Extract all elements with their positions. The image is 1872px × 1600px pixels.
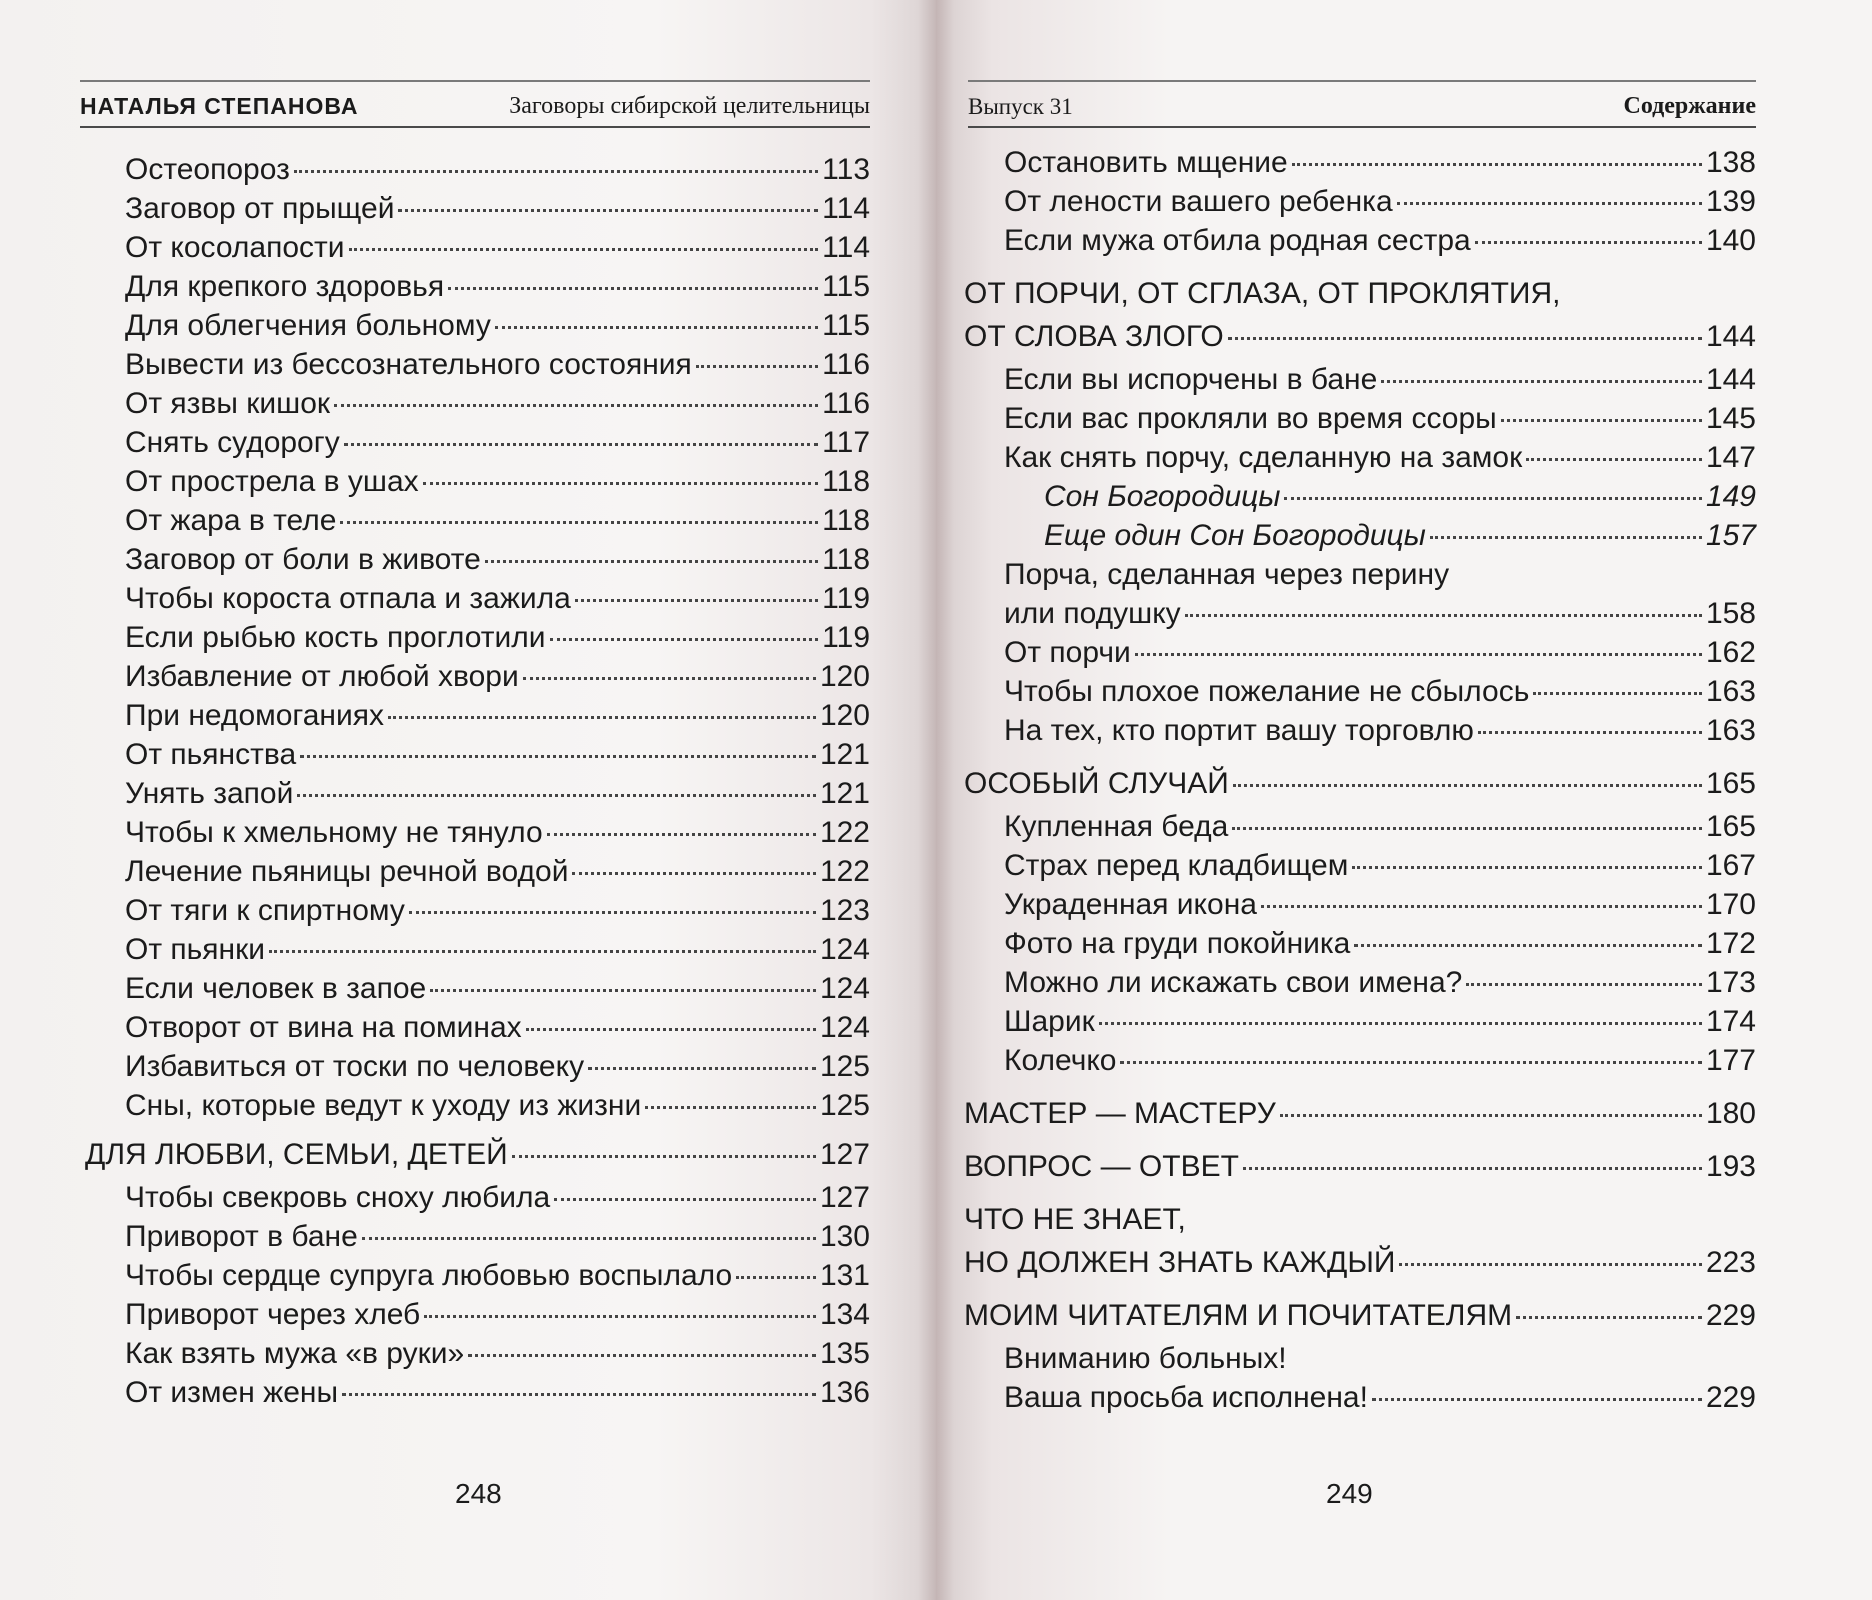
toc-entry [964,1339,1756,1378]
toc-entry-title: Заговор от прыщей [125,192,395,225]
book-gutter [918,0,954,1600]
toc-entry [964,360,1756,399]
toc-entry [964,1002,1756,1041]
dot-leader [575,598,818,602]
dot-leader [1228,336,1702,340]
page-number: 249 [1326,1478,1373,1509]
toc-entry-title: Если вы испорчены в бане [1004,363,1378,396]
toc-entry [85,462,870,501]
toc-entry-title: МОИМ ЧИТАТЕЛЯМ И ПОЧИТАТЕЛЯМ [964,1299,1513,1332]
dot-leader [1501,418,1702,422]
toc-entry-title: Вывести из бессознательного состояния [125,348,692,381]
toc-entry [964,143,1756,182]
toc-entry-page: 167 [1705,849,1756,882]
dot-leader [526,1027,816,1031]
toc-section-entry [964,1147,1756,1186]
toc-entry-page: 177 [1705,1044,1756,1077]
toc-entry [85,423,870,462]
toc-entry-page: 149 [1705,480,1756,513]
toc-section-entry [964,317,1756,356]
dot-leader [334,403,818,407]
toc-entry-page: 118 [822,504,870,537]
toc-entry-title: ОТ СЛОВА ЗЛОГО [964,320,1224,353]
dot-leader [1352,865,1702,869]
dot-leader [588,1066,816,1070]
toc-entry [85,1256,870,1295]
dot-leader [1466,982,1702,986]
toc-entry [85,1334,870,1373]
toc-entry [964,555,1756,594]
toc-entry-title: Если человек в запое [125,972,427,1005]
dot-leader [1399,1262,1701,1266]
toc-entry-title: Чтобы к хмельному не тянуло [125,816,543,849]
toc-entry-page: 136 [819,1376,870,1409]
toc-entry-page: 127 [819,1181,870,1214]
toc-entry-page: 114 [822,192,870,225]
toc-entry-page: 158 [1705,597,1756,630]
dot-leader [1120,1060,1701,1064]
toc-entry-title: От тяги к спиртному [125,894,405,927]
toc-entry-title: Сон Богородицы [1044,480,1281,513]
toc-entry-page: 119 [822,582,870,615]
toc-entry-page: 131 [819,1259,870,1292]
dot-leader [1280,1113,1702,1117]
toc-entry [964,672,1756,711]
toc-entry-title: От пьянства [125,738,297,771]
toc-entry-page: 140 [1705,224,1756,257]
toc-entry-title: ВОПРОС — ОТВЕТ [964,1150,1239,1183]
toc-section-entry [964,1200,1756,1239]
toc-entry [85,150,870,189]
toc-entry-page: 116 [822,387,870,420]
toc-entry-title: От прострела в ушах [125,465,419,498]
toc-entry [85,345,870,384]
toc-entry-page: 229 [1705,1381,1756,1414]
toc-entry [85,1178,870,1217]
toc-entry-title: От пьянки [125,933,265,966]
toc-entry [85,1373,870,1412]
toc-entry [964,438,1756,477]
toc-entry-title: Если вас прокляли во время ссоры [1004,402,1497,435]
toc-entry-title: От лености вашего ребенка [1004,185,1393,218]
toc-entry [964,924,1756,963]
toc-entry-page: 172 [1705,927,1756,960]
toc-entry-page: 165 [1705,767,1756,800]
dot-leader [344,442,818,446]
dot-leader [340,520,818,524]
toc-entry-title: Избавиться от тоски по человеку [125,1050,585,1083]
dot-leader [1232,826,1702,830]
toc-entry-page: 165 [1705,810,1756,843]
toc-entry-page: 147 [1705,441,1756,474]
toc-entry-title: На тех, кто портит вашу торговлю [1004,714,1474,747]
toc-entry-page: 125 [819,1050,870,1083]
toc-entry-page: 118 [822,465,870,498]
dot-leader [297,793,816,797]
dot-leader [448,286,818,290]
toc-entry-page: 125 [819,1089,870,1122]
toc-entry-page: 121 [819,777,870,810]
toc-entry [85,267,870,306]
dot-leader [572,871,815,875]
toc-entry-title: Заговор от боли в животе [125,543,481,576]
toc-entry [85,189,870,228]
toc-entry-title: МАСТЕР — МАСТЕРУ [964,1097,1276,1130]
toc-entry-page: 173 [1705,966,1756,999]
dot-leader [1372,1397,1702,1401]
toc-entry-page: 174 [1705,1005,1756,1038]
toc-entry [964,807,1756,846]
toc-entry [964,182,1756,221]
toc-entry-page: 193 [1705,1150,1756,1183]
toc-entry-title: Для облегчения больному [125,309,491,342]
toc-entry [85,1217,870,1256]
toc-entry-title: Страх перед кладбищем [1004,849,1349,882]
running-header [968,80,1756,128]
toc-entry-title: От язвы кишок [125,387,331,420]
toc-entry [964,846,1756,885]
toc-entry [964,477,1756,516]
toc-entry [85,657,870,696]
section-title: Содержание [1623,93,1756,119]
toc-entry-page: 163 [1705,714,1756,747]
toc-entry-title: Порча, сделанная через перину [1004,558,1450,591]
toc-entry [85,618,870,657]
toc-entry-page: 124 [819,972,870,1005]
dot-leader [1533,691,1702,695]
dot-leader [424,1314,816,1318]
toc-entry [85,930,870,969]
toc-entry-title: Как взять мужа «в руки» [125,1337,465,1370]
toc-section-entry [964,764,1756,803]
toc-entry [964,1378,1756,1417]
toc-entry-page: 144 [1705,320,1756,353]
toc-entry [85,813,870,852]
toc-entry [85,228,870,267]
toc-entry-page: 117 [822,426,870,459]
toc-entry-page: 113 [822,153,870,186]
toc-entry-title: Остеопороз [125,153,290,186]
table-of-contents [85,150,870,1412]
toc-entry-title: Как снять порчу, сделанную на замок [1004,441,1523,474]
toc-entry-title: Еще один Сон Богородицы [1044,519,1426,552]
dot-leader [349,247,819,251]
dot-leader [1185,613,1702,617]
toc-entry-page: 122 [819,816,870,849]
dot-leader [1099,1021,1702,1025]
toc-entry-title: От жара в теле [125,504,337,537]
running-header [80,80,870,128]
dot-leader [342,1392,816,1396]
toc-entry [85,969,870,1008]
toc-entry-page: 124 [819,933,870,966]
toc-entry-page: 124 [819,1011,870,1044]
toc-entry-page: 115 [822,270,870,303]
dot-leader [1381,379,1702,383]
toc-entry [964,885,1756,924]
dot-leader [1516,1315,1702,1319]
dot-leader [736,1275,816,1279]
toc-entry-title: ОСОБЫЙ СЛУЧАЙ [964,767,1229,800]
toc-entry-title: или подушку [1004,597,1181,630]
author-name: НАТАЛЬЯ СТЕПАНОВА [80,93,359,119]
toc-entry-title: Для крепкого здоровья [125,270,445,303]
toc-entry-page: 122 [819,855,870,888]
toc-entry [85,1086,870,1125]
toc-entry-title: Если рыбью кость проглотили [125,621,546,654]
toc-entry [964,594,1756,633]
dot-leader [696,364,818,368]
toc-entry-title: От косолапости [125,231,345,264]
dot-leader [1430,535,1702,539]
toc-entry-page: 180 [1705,1097,1756,1130]
toc-entry-title: Фото на груди покойника [1004,927,1351,960]
dot-leader [1292,162,1702,166]
dot-leader [523,676,816,680]
dot-leader [512,1154,816,1158]
toc-entry-page: 127 [819,1138,870,1171]
toc-entry-page: 145 [1705,402,1756,435]
toc-entry-title: Снять судорогу [125,426,340,459]
toc-entry-title: ОТ ПОРЧИ, ОТ СГЛАЗА, ОТ ПРОКЛЯТИЯ, [964,277,1561,310]
toc-entry-title: От порчи [1004,636,1131,669]
dot-leader [550,637,819,641]
toc-entry-title: Сны, которые ведут к уходу из жизни [125,1089,642,1122]
issue-label: Выпуск 31 [968,94,1073,119]
toc-entry [964,1041,1756,1080]
toc-entry [85,1295,870,1334]
toc-section-entry [964,1243,1756,1282]
toc-entry [85,696,870,735]
dot-leader [645,1105,816,1109]
dot-leader [362,1236,816,1240]
toc-entry-page: 120 [819,699,870,732]
toc-entry-title: Чтобы плохое пожелание не сбылось [1004,675,1530,708]
dot-leader [294,169,818,173]
toc-entry-title: От измен жены [125,1376,339,1409]
toc-entry-title: Отворот от вина на поминах [125,1011,522,1044]
toc-entry [85,891,870,930]
dot-leader [1135,652,1702,656]
toc-entry [964,963,1756,1002]
dot-leader [1243,1166,1702,1170]
dot-leader [547,832,816,836]
dot-leader [1261,904,1702,908]
right-page [936,0,1872,1600]
toc-entry [964,633,1756,672]
toc-entry-page: 114 [822,231,870,264]
toc-entry [85,852,870,891]
dot-leader [388,715,816,719]
toc-entry-page: 139 [1705,185,1756,218]
toc-entry-page: 120 [819,660,870,693]
toc-entry-title: Чтобы свекровь сноху любила [125,1181,551,1214]
toc-entry-page: 135 [819,1337,870,1370]
page-number: 248 [455,1478,502,1509]
toc-entry-title: При недомоганиях [125,699,384,732]
toc-entry [85,540,870,579]
dot-leader [269,949,816,953]
toc-entry [964,516,1756,555]
toc-entry-title: Чтобы короста отпала и зажила [125,582,571,615]
toc-section-entry [964,274,1756,313]
toc-entry [85,774,870,813]
toc-entry-title: ЧТО НЕ ЗНАЕТ, [964,1203,1186,1236]
dot-leader [1526,457,1702,461]
toc-entry [964,711,1756,750]
toc-section-entry [964,1094,1756,1133]
toc-entry-title: Шарик [1004,1005,1095,1038]
toc-entry-page: 119 [822,621,870,654]
toc-entry-page: 121 [819,738,870,771]
toc-entry-page: 162 [1705,636,1756,669]
dot-leader [1354,943,1702,947]
dot-leader [485,559,818,563]
toc-entry-page: 144 [1705,363,1756,396]
toc-entry-title: Чтобы сердце супруга любовью воспылало [125,1259,733,1292]
dot-leader [398,208,818,212]
toc-entry-page: 163 [1705,675,1756,708]
toc-entry-page: 138 [1705,146,1756,179]
toc-entry-title: Колечко [1004,1044,1117,1077]
dot-leader [423,481,818,485]
toc-entry-page: 115 [822,309,870,342]
dot-leader [1397,201,1702,205]
toc-entry-page: 170 [1705,888,1756,921]
toc-entry-page: 118 [822,543,870,576]
toc-entry-page: 223 [1705,1246,1756,1279]
book-title: Заговоры сибирской целительницы [509,93,870,119]
toc-entry-title: Ваша просьба исполнена! [1004,1381,1368,1414]
toc-entry [85,579,870,618]
dot-leader [1475,240,1702,244]
dot-leader [409,910,816,914]
toc-entry-page: 134 [819,1298,870,1331]
dot-leader [1233,783,1702,787]
toc-entry-page: 116 [822,348,870,381]
toc-entry [85,384,870,423]
toc-entry-title: Избавление от любой хвори [125,660,519,693]
toc-entry-page: 157 [1705,519,1756,552]
toc-entry [85,1047,870,1086]
toc-entry-title: Вниманию больных! [1004,1342,1287,1375]
toc-entry [85,1008,870,1047]
toc-entry [85,735,870,774]
toc-entry [85,306,870,345]
toc-entry-page: 123 [819,894,870,927]
toc-entry-title: Купленная беда [1004,810,1229,843]
dot-leader [468,1353,816,1357]
toc-entry-title: Можно ли искажать свои имена? [1004,966,1463,999]
dot-leader [554,1197,816,1201]
dot-leader [430,988,816,992]
toc-entry-title: Если мужа отбила родная сестра [1004,224,1471,257]
toc-entry-title: Унять запой [125,777,294,810]
toc-entry-title: НО ДОЛЖЕН ЗНАТЬ КАЖДЫЙ [964,1246,1396,1279]
toc-entry [964,399,1756,438]
toc-entry-title: Приворот в бане [125,1220,358,1253]
toc-entry-title: Лечение пьяницы речной водой [125,855,569,888]
toc-section-entry [964,1296,1756,1335]
toc-entry-page: 130 [819,1220,870,1253]
dot-leader [300,754,816,758]
dot-leader [1478,730,1702,734]
toc-entry [85,501,870,540]
toc-entry-title: Остановить мщение [1004,146,1288,179]
toc-entry-title: Украденная икона [1004,888,1257,921]
toc-entry [964,221,1756,260]
toc-section-entry [85,1135,870,1174]
dot-leader [495,325,818,329]
toc-entry-title: ДЛЯ ЛЮБВИ, СЕМЬИ, ДЕТЕЙ [85,1138,508,1171]
table-of-contents [964,143,1756,1417]
toc-entry-title: Приворот через хлеб [125,1298,421,1331]
toc-entry-page: 229 [1705,1299,1756,1332]
dot-leader [1284,496,1702,500]
